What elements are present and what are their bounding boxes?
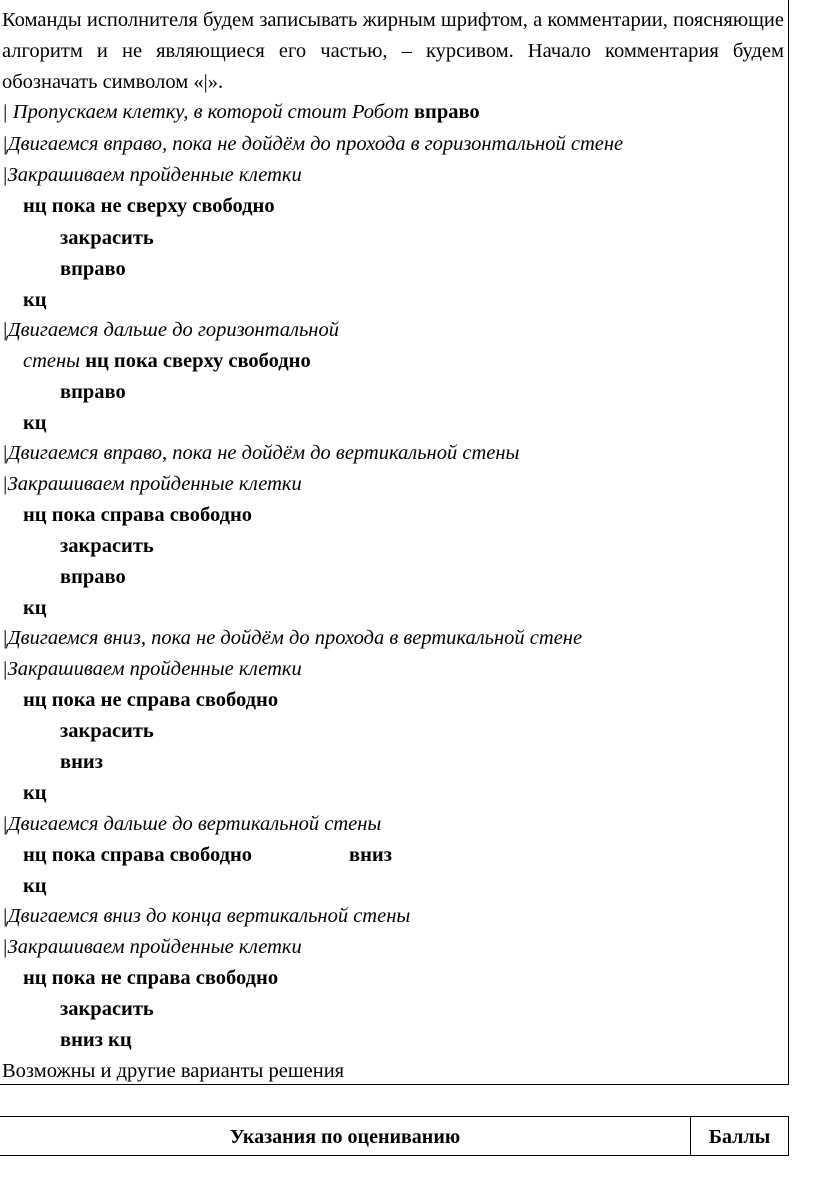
comment: |Закрашиваем пройденные клетки	[2, 473, 302, 495]
code-line	[2, 904, 410, 928]
comment: |Двигаемся вправо, пока не дойдём до прохода в горизонтальной стене	[2, 133, 624, 155]
code-line	[23, 349, 311, 373]
code-line	[2, 132, 623, 156]
command: кц	[23, 412, 47, 434]
code-line	[23, 874, 47, 898]
comment: |Двигаемся вниз, пока не дойдём до прохода в вертикальной стене	[2, 627, 583, 649]
code-line	[23, 194, 275, 218]
code-line	[2, 657, 302, 681]
code-line	[2, 100, 480, 124]
comment: |Двигаемся дальше до вертикальной стены	[2, 813, 382, 835]
command: кц	[23, 782, 47, 804]
comment: стены	[23, 350, 81, 372]
comment: |Закрашиваем пройденные клетки	[2, 164, 302, 186]
command: нц пока справа свободно	[23, 844, 253, 866]
code-line	[23, 781, 47, 805]
command: кц	[23, 289, 47, 311]
code-line	[60, 997, 154, 1021]
code-line	[60, 750, 103, 774]
code-line	[2, 812, 381, 836]
comment: |Закрашиваем пройденные клетки	[2, 658, 302, 680]
code-line	[60, 719, 154, 743]
command: закрасить	[60, 998, 154, 1020]
command: вниз кц	[60, 1029, 132, 1051]
command: вправо	[60, 566, 126, 588]
code-line	[2, 626, 582, 650]
command: нц пока не справа свободно	[23, 689, 279, 711]
code-line	[23, 503, 252, 527]
command: нц пока справа свободно	[23, 504, 253, 526]
command: кц	[23, 597, 47, 619]
command: нц пока не справа свободно	[23, 967, 279, 989]
code-line	[60, 1028, 132, 1052]
code-line	[23, 411, 47, 435]
code-line	[23, 288, 47, 312]
command: вправо	[60, 381, 126, 403]
command: вниз	[349, 844, 392, 866]
header-points: Баллы	[708, 1126, 771, 1148]
code-line	[23, 966, 278, 990]
code-line	[60, 534, 154, 558]
code-line	[60, 257, 126, 281]
comment: | Пропускаем клетку, в которой стоит Робот	[2, 101, 409, 123]
grading-table-header	[0, 1116, 789, 1156]
intro-paragraph: Команды исполнителя будем записывать жирным шрифтом, а комментарии, поясняющие алгоритм и не являющиеся его частью, – курсивом. Начало комментария будем обозначать символом «|».	[2, 9, 784, 93]
code-line	[2, 472, 302, 496]
command: кц	[23, 875, 47, 897]
code-line	[2, 935, 302, 959]
comment: |Двигаемся вниз до конца вертикальной стены	[2, 905, 411, 927]
comment: |Двигаемся дальше до горизонтальной	[2, 319, 339, 341]
code-line	[23, 688, 278, 712]
command: вправо	[413, 101, 480, 123]
command: нц пока сверху свободно	[85, 350, 311, 372]
code-line	[60, 226, 154, 250]
code-line	[349, 843, 392, 867]
command: нц пока не сверху свободно	[23, 195, 275, 217]
code-line	[2, 318, 339, 342]
command: закрасить	[60, 720, 154, 742]
header-grading-instructions: Указания по оцениванию	[229, 1126, 461, 1148]
command: вправо	[60, 258, 126, 280]
code-line	[23, 596, 47, 620]
comment: |Закрашиваем пройденные клетки	[2, 936, 302, 958]
code-line	[23, 843, 252, 867]
command: закрасить	[60, 227, 154, 249]
closing-note: Возможны и другие варианты решения	[2, 1060, 345, 1082]
code-line	[2, 163, 302, 187]
code-line	[2, 441, 519, 465]
code-line	[60, 565, 126, 589]
code-line	[60, 380, 126, 404]
command: закрасить	[60, 535, 154, 557]
command: вниз	[60, 751, 103, 773]
comment: |Двигаемся вправо, пока не дойдём до вертикальной стены	[2, 442, 520, 464]
